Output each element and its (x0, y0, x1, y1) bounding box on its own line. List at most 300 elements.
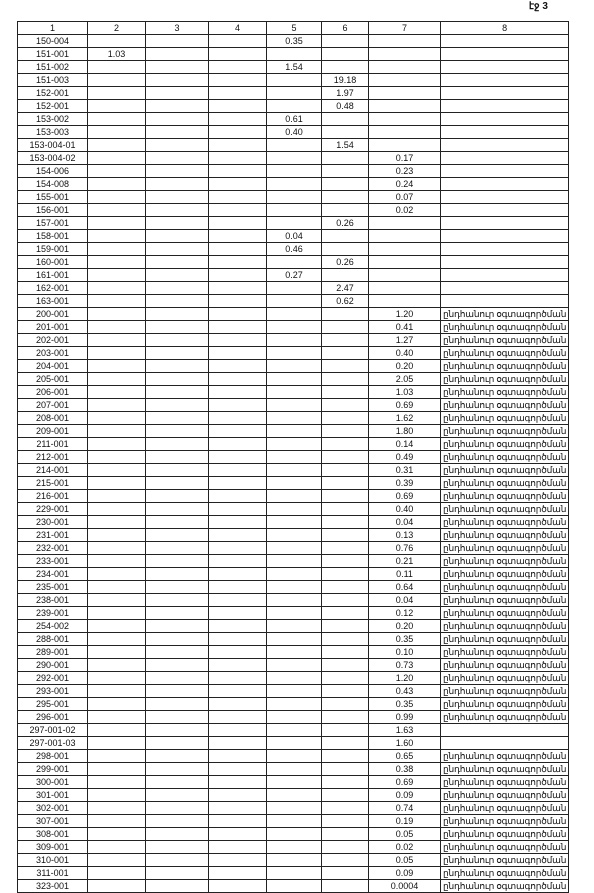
area-cell (267, 815, 322, 828)
purpose-cell (441, 126, 569, 139)
area-cell (209, 178, 267, 191)
table-row (18, 815, 569, 828)
area-cell (209, 61, 267, 74)
area-cell (88, 282, 146, 295)
purpose-cell (441, 269, 569, 282)
area-cell (322, 789, 369, 802)
area-cell (88, 87, 146, 100)
area-cell: 1.03 (369, 386, 441, 399)
area-cell (322, 503, 369, 516)
area-cell (267, 581, 322, 594)
area-cell (146, 321, 209, 334)
area-cell (322, 763, 369, 776)
plot-code-cell: 292-001 (18, 672, 88, 685)
area-cell (369, 269, 441, 282)
area-cell (209, 607, 267, 620)
area-cell: 0.38 (369, 763, 441, 776)
area-cell (322, 568, 369, 581)
table-row (18, 802, 569, 815)
area-cell (209, 529, 267, 542)
area-cell (88, 464, 146, 477)
table-row (18, 620, 569, 633)
area-cell (209, 204, 267, 217)
purpose-cell: ընդհանուր օգտագործման (441, 542, 569, 555)
area-cell (209, 373, 267, 386)
area-cell (146, 464, 209, 477)
column-header: 5 (267, 22, 322, 35)
area-cell (146, 438, 209, 451)
table-row (18, 477, 569, 490)
plot-code-cell: 208-001 (18, 412, 88, 425)
area-cell: 0.23 (369, 165, 441, 178)
area-cell (88, 685, 146, 698)
area-cell (88, 35, 146, 48)
table-row (18, 737, 569, 750)
plot-code-cell: 207-001 (18, 399, 88, 412)
purpose-cell: ընդհանուր օգտագործման (441, 815, 569, 828)
area-cell (88, 477, 146, 490)
table-row (18, 217, 569, 230)
area-cell (146, 126, 209, 139)
table-row (18, 100, 569, 113)
area-cell (209, 477, 267, 490)
area-cell (209, 48, 267, 61)
plot-code-cell: 156-001 (18, 204, 88, 217)
area-cell (209, 412, 267, 425)
area-cell (267, 737, 322, 750)
area-cell (146, 854, 209, 867)
area-cell (88, 165, 146, 178)
area-cell: 1.20 (369, 308, 441, 321)
area-cell (209, 737, 267, 750)
area-cell (146, 412, 209, 425)
plot-code-cell: 323-001 (18, 880, 88, 893)
area-cell: 0.48 (322, 100, 369, 113)
area-cell (322, 633, 369, 646)
purpose-cell: ընդհանուր օգտագործման (441, 763, 569, 776)
area-cell: 0.07 (369, 191, 441, 204)
area-cell: 0.20 (369, 360, 441, 373)
table-row (18, 113, 569, 126)
area-cell (146, 776, 209, 789)
area-cell: 0.69 (369, 490, 441, 503)
plot-code-cell: 301-001 (18, 789, 88, 802)
purpose-cell: ընդհանուր օգտագործման (441, 425, 569, 438)
purpose-cell: ընդհանուր օգտագործման (441, 373, 569, 386)
area-cell (146, 542, 209, 555)
table-row (18, 503, 569, 516)
area-cell (88, 139, 146, 152)
area-cell (267, 74, 322, 87)
plot-code-cell: 153-003 (18, 126, 88, 139)
area-cell (369, 256, 441, 269)
area-cell: 2.05 (369, 373, 441, 386)
table-row (18, 87, 569, 100)
plot-code-cell: 308-001 (18, 828, 88, 841)
plot-code-cell: 151-001 (18, 48, 88, 61)
area-cell (88, 204, 146, 217)
plot-code-cell: 151-002 (18, 61, 88, 74)
area-cell (267, 555, 322, 568)
area-cell (322, 776, 369, 789)
area-cell (267, 789, 322, 802)
area-cell (322, 854, 369, 867)
table-row (18, 646, 569, 659)
area-cell (322, 165, 369, 178)
purpose-cell: ընդհանուր օգտագործման (441, 490, 569, 503)
area-cell (88, 178, 146, 191)
area-cell (209, 542, 267, 555)
area-cell (267, 347, 322, 360)
plot-code-cell: 289-001 (18, 646, 88, 659)
area-cell (88, 542, 146, 555)
area-cell (209, 867, 267, 880)
purpose-cell: ընդհանուր օգտագործման (441, 529, 569, 542)
area-cell (209, 321, 267, 334)
area-cell (267, 399, 322, 412)
area-cell (267, 646, 322, 659)
table-row (18, 789, 569, 802)
plot-code-cell: 158-001 (18, 230, 88, 243)
area-cell (88, 425, 146, 438)
table-row (18, 672, 569, 685)
area-cell (209, 503, 267, 516)
area-cell (146, 334, 209, 347)
area-cell (267, 373, 322, 386)
plot-code-cell: 206-001 (18, 386, 88, 399)
area-cell (209, 854, 267, 867)
area-cell (146, 48, 209, 61)
area-cell (146, 672, 209, 685)
area-cell (146, 152, 209, 165)
area-cell (146, 724, 209, 737)
area-cell (322, 204, 369, 217)
purpose-cell: ընդհանուր օգտագործման (441, 386, 569, 399)
area-cell (322, 230, 369, 243)
area-cell (267, 867, 322, 880)
area-cell (322, 815, 369, 828)
table-row (18, 74, 569, 87)
area-cell (322, 490, 369, 503)
area-cell (209, 386, 267, 399)
area-cell (322, 347, 369, 360)
purpose-cell (441, 100, 569, 113)
plot-code-cell: 161-001 (18, 269, 88, 282)
area-cell (267, 568, 322, 581)
area-cell (88, 308, 146, 321)
area-cell (322, 646, 369, 659)
table-row (18, 48, 569, 61)
area-cell (146, 243, 209, 256)
area-cell: 0.17 (369, 152, 441, 165)
plot-code-cell: 235-001 (18, 581, 88, 594)
area-cell: 0.21 (369, 555, 441, 568)
area-cell (267, 633, 322, 646)
purpose-cell (441, 113, 569, 126)
purpose-cell (441, 61, 569, 74)
area-cell: 1.54 (322, 139, 369, 152)
area-cell (322, 750, 369, 763)
area-cell (88, 789, 146, 802)
area-cell (267, 503, 322, 516)
purpose-cell (441, 217, 569, 230)
area-cell (267, 516, 322, 529)
area-cell: 1.54 (267, 61, 322, 74)
area-cell (322, 477, 369, 490)
area-cell (88, 503, 146, 516)
purpose-cell: ընդհանուր օգտագործման (441, 399, 569, 412)
area-cell (322, 737, 369, 750)
area-cell (267, 334, 322, 347)
area-cell: 19.18 (322, 74, 369, 87)
area-cell (322, 48, 369, 61)
purpose-cell: ընդհանուր օգտագործման (441, 776, 569, 789)
area-cell (88, 672, 146, 685)
table-row (18, 529, 569, 542)
plot-code-cell: 151-003 (18, 74, 88, 87)
area-cell (267, 724, 322, 737)
area-cell (369, 282, 441, 295)
purpose-cell: ընդհանուր օգտագործման (441, 464, 569, 477)
plot-code-cell: 239-001 (18, 607, 88, 620)
column-header: 4 (209, 22, 267, 35)
area-cell: 0.11 (369, 568, 441, 581)
purpose-cell (441, 204, 569, 217)
area-cell (322, 399, 369, 412)
area-cell (88, 360, 146, 373)
area-cell (267, 620, 322, 633)
area-cell (267, 386, 322, 399)
area-cell (267, 438, 322, 451)
area-cell (209, 347, 267, 360)
area-cell (322, 269, 369, 282)
area-cell (322, 334, 369, 347)
area-cell: 0.04 (369, 516, 441, 529)
area-cell (209, 568, 267, 581)
area-cell (88, 620, 146, 633)
area-cell (267, 204, 322, 217)
area-cell (146, 191, 209, 204)
area-cell (209, 360, 267, 373)
area-cell (88, 321, 146, 334)
table-row (18, 594, 569, 607)
area-cell (209, 620, 267, 633)
area-cell (369, 126, 441, 139)
area-cell (369, 100, 441, 113)
area-cell (146, 568, 209, 581)
area-cell (369, 87, 441, 100)
area-cell (88, 802, 146, 815)
purpose-cell: ընդհանուր օգտագործման (441, 308, 569, 321)
area-cell (267, 87, 322, 100)
area-cell: 1.62 (369, 412, 441, 425)
table-row (18, 659, 569, 672)
area-cell (88, 451, 146, 464)
purpose-cell: ընդհանուր օգտագործման (441, 828, 569, 841)
area-cell (88, 152, 146, 165)
area-cell (267, 152, 322, 165)
area-cell (146, 802, 209, 815)
area-cell (146, 269, 209, 282)
table-row (18, 763, 569, 776)
purpose-cell: ընդհանուր օգտագործման (441, 620, 569, 633)
plot-code-cell: 296-001 (18, 711, 88, 724)
area-cell (146, 633, 209, 646)
area-cell (88, 269, 146, 282)
area-cell (146, 399, 209, 412)
purpose-cell: ընդհանուր օգտագործման (441, 594, 569, 607)
plot-code-cell: 230-001 (18, 516, 88, 529)
area-cell (146, 178, 209, 191)
table-row (18, 243, 569, 256)
area-cell: 0.35 (369, 633, 441, 646)
area-cell (209, 425, 267, 438)
area-cell (146, 698, 209, 711)
area-cell (146, 815, 209, 828)
area-cell (88, 763, 146, 776)
area-cell (88, 230, 146, 243)
area-cell (88, 854, 146, 867)
area-cell: 0.05 (369, 854, 441, 867)
area-cell (267, 412, 322, 425)
plot-code-cell: 215-001 (18, 477, 88, 490)
area-cell: 0.49 (369, 451, 441, 464)
area-cell (209, 724, 267, 737)
area-cell (209, 139, 267, 152)
table-row (18, 438, 569, 451)
plot-code-cell: 311-001 (18, 867, 88, 880)
area-cell (146, 230, 209, 243)
table-row (18, 347, 569, 360)
area-cell (146, 789, 209, 802)
area-cell: 0.19 (369, 815, 441, 828)
area-cell (267, 685, 322, 698)
area-cell (146, 477, 209, 490)
table-row (18, 464, 569, 477)
area-cell (88, 646, 146, 659)
plot-code-cell: 203-001 (18, 347, 88, 360)
column-header: 6 (322, 22, 369, 35)
table-row (18, 373, 569, 386)
plot-code-cell: 295-001 (18, 698, 88, 711)
plot-code-cell: 159-001 (18, 243, 88, 256)
area-cell (322, 529, 369, 542)
table-row (18, 711, 569, 724)
area-cell (369, 74, 441, 87)
area-cell (322, 542, 369, 555)
area-cell (322, 841, 369, 854)
purpose-cell (441, 87, 569, 100)
purpose-cell: ընդհանուր օգտագործման (441, 698, 569, 711)
purpose-cell: ընդհանուր օգտագործման (441, 672, 569, 685)
area-cell (209, 841, 267, 854)
table-row (18, 321, 569, 334)
purpose-cell (441, 152, 569, 165)
area-cell (146, 503, 209, 516)
area-cell: 1.20 (369, 672, 441, 685)
purpose-cell (441, 48, 569, 61)
table-row (18, 191, 569, 204)
area-cell (322, 464, 369, 477)
purpose-cell: ընդհանուր օգտագործման (441, 711, 569, 724)
purpose-cell (441, 165, 569, 178)
area-cell: 0.24 (369, 178, 441, 191)
area-cell: 0.64 (369, 581, 441, 594)
area-cell: 0.20 (369, 620, 441, 633)
purpose-cell: ընդհանուր օգտագործման (441, 750, 569, 763)
area-cell: 0.46 (267, 243, 322, 256)
area-cell (322, 451, 369, 464)
area-cell (267, 711, 322, 724)
area-cell (369, 35, 441, 48)
area-cell (369, 113, 441, 126)
area-cell (322, 373, 369, 386)
area-cell (267, 802, 322, 815)
plot-code-cell: 153-002 (18, 113, 88, 126)
area-cell (267, 659, 322, 672)
area-cell: 0.14 (369, 438, 441, 451)
plot-code-cell: 254-002 (18, 620, 88, 633)
area-cell (209, 659, 267, 672)
area-cell (267, 828, 322, 841)
area-cell (267, 425, 322, 438)
area-cell (209, 633, 267, 646)
area-cell (209, 750, 267, 763)
area-cell (146, 867, 209, 880)
table-row (18, 165, 569, 178)
purpose-cell (441, 295, 569, 308)
area-cell: 0.05 (369, 828, 441, 841)
plot-code-cell: 205-001 (18, 373, 88, 386)
area-cell (146, 35, 209, 48)
table-row (18, 295, 569, 308)
area-cell (322, 724, 369, 737)
area-cell (209, 763, 267, 776)
area-cell (267, 776, 322, 789)
plot-code-cell: 302-001 (18, 802, 88, 815)
area-cell: 1.03 (88, 48, 146, 61)
area-cell: 0.43 (369, 685, 441, 698)
area-cell (322, 620, 369, 633)
area-cell (209, 828, 267, 841)
area-cell: 0.40 (369, 503, 441, 516)
area-cell (88, 100, 146, 113)
area-cell (322, 308, 369, 321)
area-cell (88, 191, 146, 204)
area-cell (322, 35, 369, 48)
area-cell (146, 490, 209, 503)
area-cell (146, 516, 209, 529)
area-cell (322, 516, 369, 529)
area-cell (146, 295, 209, 308)
plot-code-cell: 299-001 (18, 763, 88, 776)
column-header: 7 (369, 22, 441, 35)
area-cell (322, 685, 369, 698)
plot-code-cell: 204-001 (18, 360, 88, 373)
area-cell: 0.74 (369, 802, 441, 815)
area-cell: 0.09 (369, 867, 441, 880)
area-cell (267, 750, 322, 763)
table-row (18, 256, 569, 269)
area-cell: 0.35 (267, 35, 322, 48)
plot-code-cell: 293-001 (18, 685, 88, 698)
area-cell (209, 672, 267, 685)
area-cell (209, 451, 267, 464)
area-cell: 0.04 (267, 230, 322, 243)
table-row (18, 698, 569, 711)
purpose-cell: ընդհանուր օգտագործման (441, 854, 569, 867)
area-cell: 0.73 (369, 659, 441, 672)
